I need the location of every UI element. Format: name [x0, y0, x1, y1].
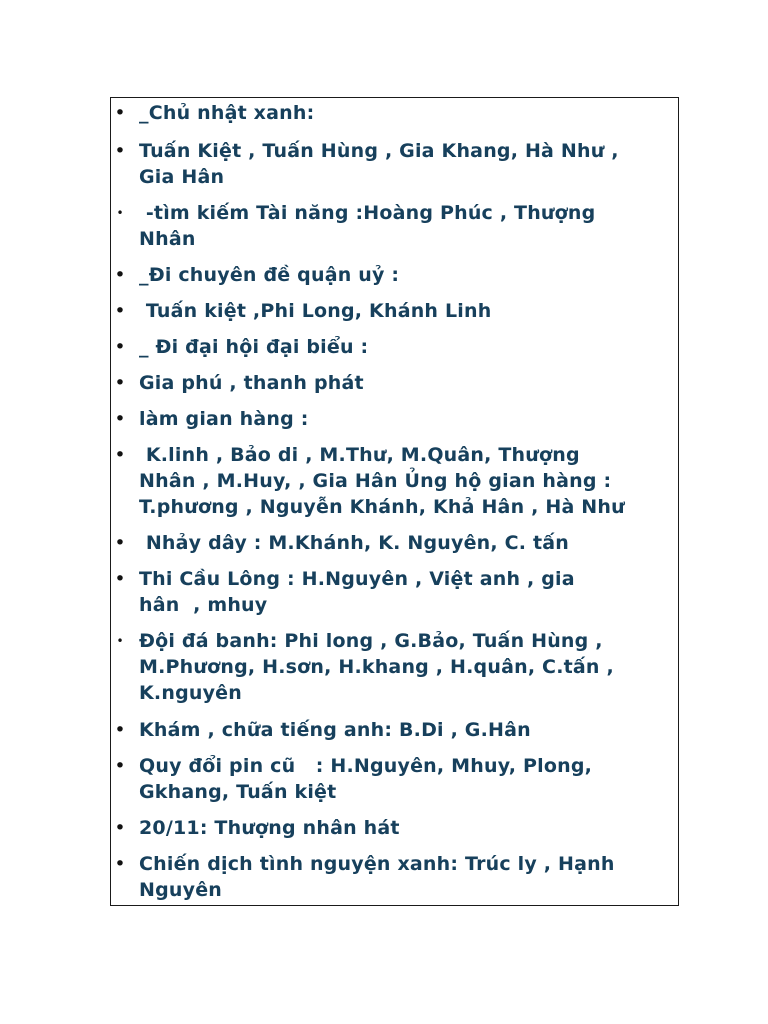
list-item-text: làm gian hàng :	[139, 408, 309, 430]
bullet-icon: •	[114, 336, 126, 358]
list-item-text: -tìm kiếm Tài năng :Hoàng Phúc , Thượng Nhân	[139, 202, 596, 250]
bullet-icon: •	[114, 755, 126, 777]
list-item-text: Gia phú , thanh phát	[139, 372, 364, 394]
bullet-icon: •	[114, 372, 126, 394]
list-item-text: Chiến dịch tình nguyện xanh: Trúc ly , Hạnh Nguyên	[139, 853, 615, 901]
list-item-text: Quy đổi pin cũ : H.Nguyên, Mhuy, Plong, Gkhang, Tuấn kiệt	[139, 755, 593, 803]
list-item-text: K.linh , Bảo di , M.Thư, M.Quân, Thượng Nhân , M.Huy, , Gia Hân Ủng hộ gian hàng : T.phương , Nguyễn Khánh, Khả Hân , Hà Như	[139, 444, 625, 518]
list-item-text: _ Đi đại hội đại biểu :	[139, 336, 369, 358]
bullet-icon: •	[114, 532, 126, 554]
bullet-icon: •	[114, 140, 126, 162]
bullet-icon: •	[116, 634, 124, 648]
list-item-text: _Đi chuyên đề quận uỷ :	[139, 264, 400, 286]
bullet-icon: •	[114, 817, 126, 839]
activity-list-box	[110, 97, 679, 906]
bullet-icon: •	[114, 853, 126, 875]
list-item-text: Đội đá banh: Phi long , G.Bảo, Tuấn Hùng , M.Phương, H.sơn, H.khang , H.quân, C.tấn , K.nguyên	[139, 630, 614, 704]
bullet-icon: •	[114, 102, 126, 124]
list-item-text: Thi Cầu Lông : H.Nguyên , Việt anh , gia hân , mhuy	[139, 568, 575, 616]
list-item-text: Nhảy dây : M.Khánh, K. Nguyên, C. tấn	[139, 532, 570, 554]
bullet-icon: •	[116, 206, 124, 220]
bullet-icon: •	[114, 300, 126, 322]
bullet-icon: •	[114, 264, 126, 286]
list-item-text: Tuấn kiệt ,Phi Long, Khánh Linh	[139, 300, 492, 322]
bullet-icon: •	[114, 444, 126, 466]
bullet-icon: •	[114, 719, 126, 741]
bullet-icon: •	[114, 568, 126, 590]
list-item-text: Khám , chữa tiếng anh: B.Di , G.Hân	[139, 719, 531, 741]
list-item-text: _Chủ nhật xanh:	[139, 102, 315, 124]
list-item-text: Tuấn Kiệt , Tuấn Hùng , Gia Khang, Hà Như , Gia Hân	[139, 140, 619, 188]
list-item-text: 20/11: Thượng nhân hát	[139, 817, 400, 839]
bullet-icon: •	[114, 408, 126, 430]
